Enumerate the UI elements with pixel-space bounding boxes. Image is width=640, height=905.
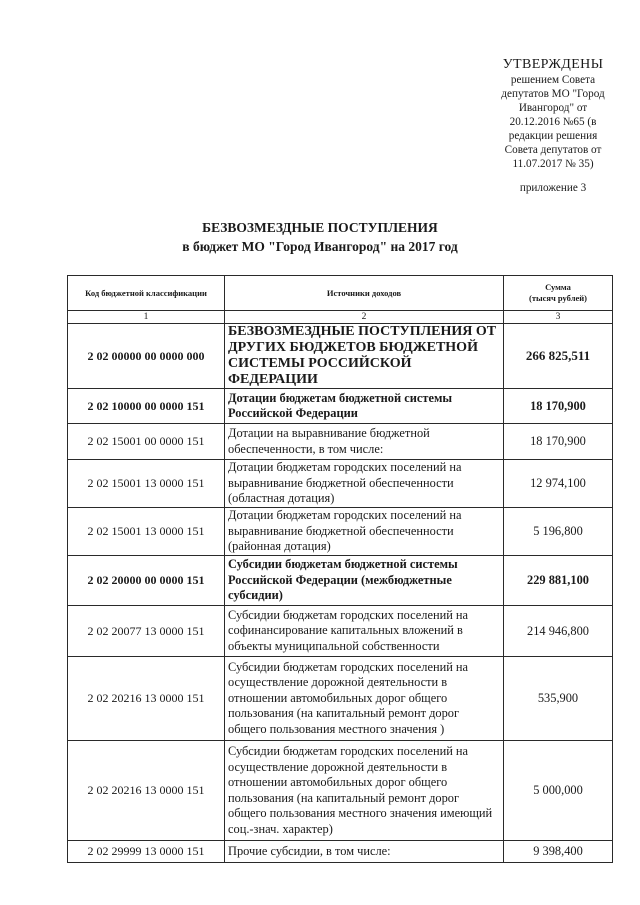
row-name: Субсидии бюджетам бюджетной системы Российской Федерации (межбюджетные субсидии) [225, 556, 504, 606]
table-row [68, 556, 613, 606]
row-name: Прочие субсидии, в том числе: [225, 841, 504, 863]
approval-line: депутатов МО "Город [501, 88, 605, 100]
table-row [68, 741, 613, 841]
row-code: 2 02 20077 13 0000 151 [68, 606, 225, 657]
row-sum: 18 170,900 [504, 424, 613, 460]
approval-line: решением Совета [510, 74, 596, 86]
table-index-row [68, 311, 613, 324]
table-row [68, 841, 613, 863]
row-sum: 535,900 [504, 657, 613, 741]
annex-label: приложение 3 [519, 182, 587, 194]
row-name: БЕЗВОЗМЕЗДНЫЕ ПОСТУПЛЕНИЯ ОТ ДРУГИХ БЮДЖЕТОВ БЮДЖЕТНОЙ СИСТЕМЫ РОССИЙСКОЙ ФЕДЕРАЦИИ [225, 324, 504, 389]
index-1: 1 [68, 311, 225, 324]
row-code: 2 02 00000 00 0000 000 [68, 324, 225, 389]
row-sum: 12 974,100 [504, 460, 613, 508]
header-source: Источники доходов [225, 276, 504, 311]
row-name: Субсидии бюджетам городских поселений на осуществление дорожной деятельности в отношении автомобильных дорог общего пользования (на капитальный ремонт дорог общего пользования местного значения имеющий соц.-знач. характер) [225, 741, 504, 841]
row-sum: 5 000,000 [504, 741, 613, 841]
row-code: 2 02 29999 13 0000 151 [68, 841, 225, 863]
row-code: 2 02 15001 00 0000 151 [68, 424, 225, 460]
row-sum: 214 946,800 [504, 606, 613, 657]
row-code: 2 02 10000 00 0000 151 [68, 389, 225, 424]
row-name: Субсидии бюджетам городских поселений на софинансирование капитальных вложений в объекты муниципальной собственности [225, 606, 504, 657]
approval-heading: УТВЕРЖДЕНЫ [502, 57, 604, 72]
row-code: 2 02 20000 00 0000 151 [68, 556, 225, 606]
table-row [68, 657, 613, 741]
table-row [68, 460, 613, 508]
document-title [0, 218, 640, 256]
header-sum: Сумма (тысяч рублей) [504, 276, 613, 311]
row-name: Дотации бюджетам бюджетной системы Российской Федерации [225, 389, 504, 424]
title-line-1: БЕЗВОЗМЕЗДНЫЕ ПОСТУПЛЕНИЯ [202, 220, 438, 235]
row-code: 2 02 20216 13 0000 151 [68, 657, 225, 741]
index-3: 3 [504, 311, 613, 324]
approval-line: 20.12.2016 №65 (в [509, 116, 597, 128]
row-sum: 266 825,511 [504, 324, 613, 389]
row-code: 2 02 15001 13 0000 151 [68, 460, 225, 508]
table-row [68, 324, 613, 389]
approval-line: 11.07.2017 № 35) [512, 158, 594, 170]
row-sum: 5 196,800 [504, 508, 613, 556]
row-sum: 9 398,400 [504, 841, 613, 863]
header-code: Код бюджетной классификации [68, 276, 225, 311]
row-code: 2 02 20216 13 0000 151 [68, 741, 225, 841]
row-name: Дотации бюджетам городских поселений на выравнивание бюджетной обеспеченности (областная дотация) [225, 460, 504, 508]
table-row [68, 424, 613, 460]
row-sum: 18 170,900 [504, 389, 613, 424]
approval-line: редакции решения [508, 130, 598, 142]
revenue-table [67, 275, 613, 863]
table-header-row [68, 276, 613, 311]
row-sum: 229 881,100 [504, 556, 613, 606]
table-row [68, 389, 613, 424]
row-name: Субсидии бюджетам городских поселений на осуществление дорожной деятельности в отношении автомобильных дорог общего пользования (на капитальный ремонт дорог общего пользования местного значения ) [225, 657, 504, 741]
title-line-2: в бюджет МО "Город Ивангород" на 2017 год [182, 239, 458, 254]
row-name: Дотации бюджетам городских поселений на выравнивание бюджетной обеспеченности (районная дотация) [225, 508, 504, 556]
approval-line: Ивангород" от [518, 102, 588, 114]
index-2: 2 [225, 311, 504, 324]
table-row [68, 606, 613, 657]
row-code: 2 02 15001 13 0000 151 [68, 508, 225, 556]
table-row [68, 508, 613, 556]
approval-line: Совета депутатов от [504, 144, 602, 156]
row-name: Дотации на выравнивание бюджетной обеспеченности, в том числе: [225, 424, 504, 460]
approval-block [478, 58, 628, 195]
